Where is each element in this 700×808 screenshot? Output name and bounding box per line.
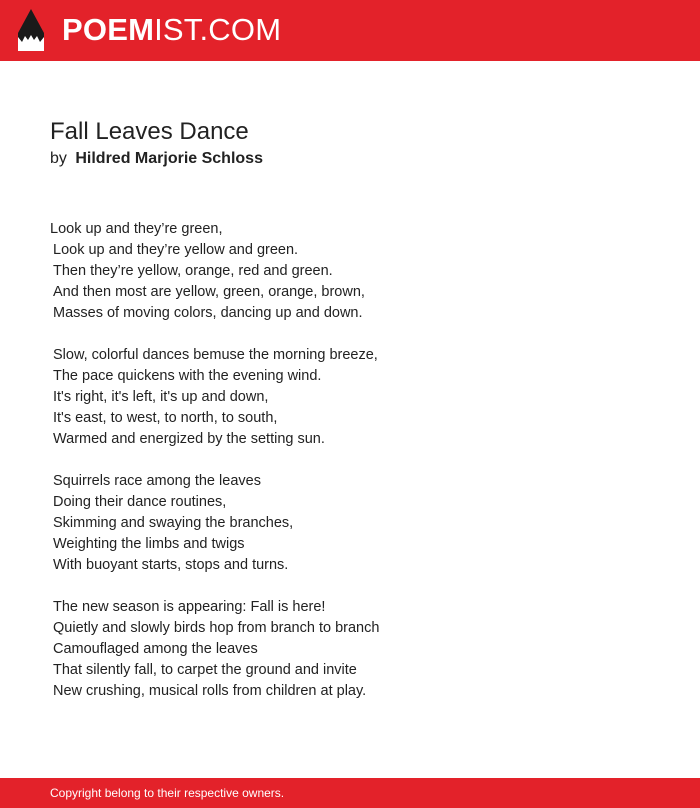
logo-bold-text: POEM [62, 12, 155, 47]
poem-line: Quietly and slowly birds hop from branch to branch [53, 620, 380, 636]
poem-line: It's right, it's left, it's up and down, [53, 389, 269, 405]
poem-line: Then they’re yellow, orange, red and green. [53, 263, 333, 279]
copyright-text: Copyright belong to their respective owners. [50, 786, 285, 800]
stanza-break [50, 324, 650, 345]
poem-line: Slow, colorful dances bemuse the morning breeze, [53, 347, 378, 363]
poem-line: Doing their dance routines, [53, 494, 227, 510]
site-header [0, 0, 700, 61]
poem-line: Skimming and swaying the branches, [53, 515, 294, 531]
poem-title: Fall Leaves Dance [50, 118, 249, 145]
author-name: Hildred Marjorie Schloss [75, 150, 263, 167]
stanza-break [50, 576, 650, 597]
site-logo[interactable] [62, 12, 281, 48]
by-label: by [50, 150, 67, 167]
poem-line: That silently fall, to carpet the ground and invite [53, 662, 357, 678]
poem-line: With buoyant starts, stops and turns. [53, 557, 289, 573]
poem-line: New crushing, musical rolls from children at play. [53, 683, 367, 699]
stanza-break [50, 450, 650, 471]
pencil-icon[interactable] [18, 9, 44, 51]
poem-line: Warmed and energized by the setting sun. [53, 431, 325, 447]
poem-line: Look up and they’re yellow and green. [53, 242, 299, 258]
poem-line: Weighting the limbs and twigs [53, 536, 245, 552]
logo-light-text: IST.COM [154, 12, 282, 47]
byline [50, 149, 263, 169]
poem-line: Masses of moving colors, dancing up and down. [53, 305, 363, 321]
poem-line: Camouflaged among the leaves [53, 641, 258, 657]
poem-line: The new season is appearing: Fall is here! [53, 599, 326, 615]
poem-line: It's east, to west, to north, to south, [53, 410, 278, 426]
poem-body [50, 219, 650, 702]
site-footer [0, 778, 700, 808]
poem-line: Look up and they’re green, [50, 221, 223, 237]
poem-line: And then most are yellow, green, orange, brown, [53, 284, 365, 300]
poem-line: The pace quickens with the evening wind. [53, 368, 322, 384]
poem-line: Squirrels race among the leaves [53, 473, 261, 489]
